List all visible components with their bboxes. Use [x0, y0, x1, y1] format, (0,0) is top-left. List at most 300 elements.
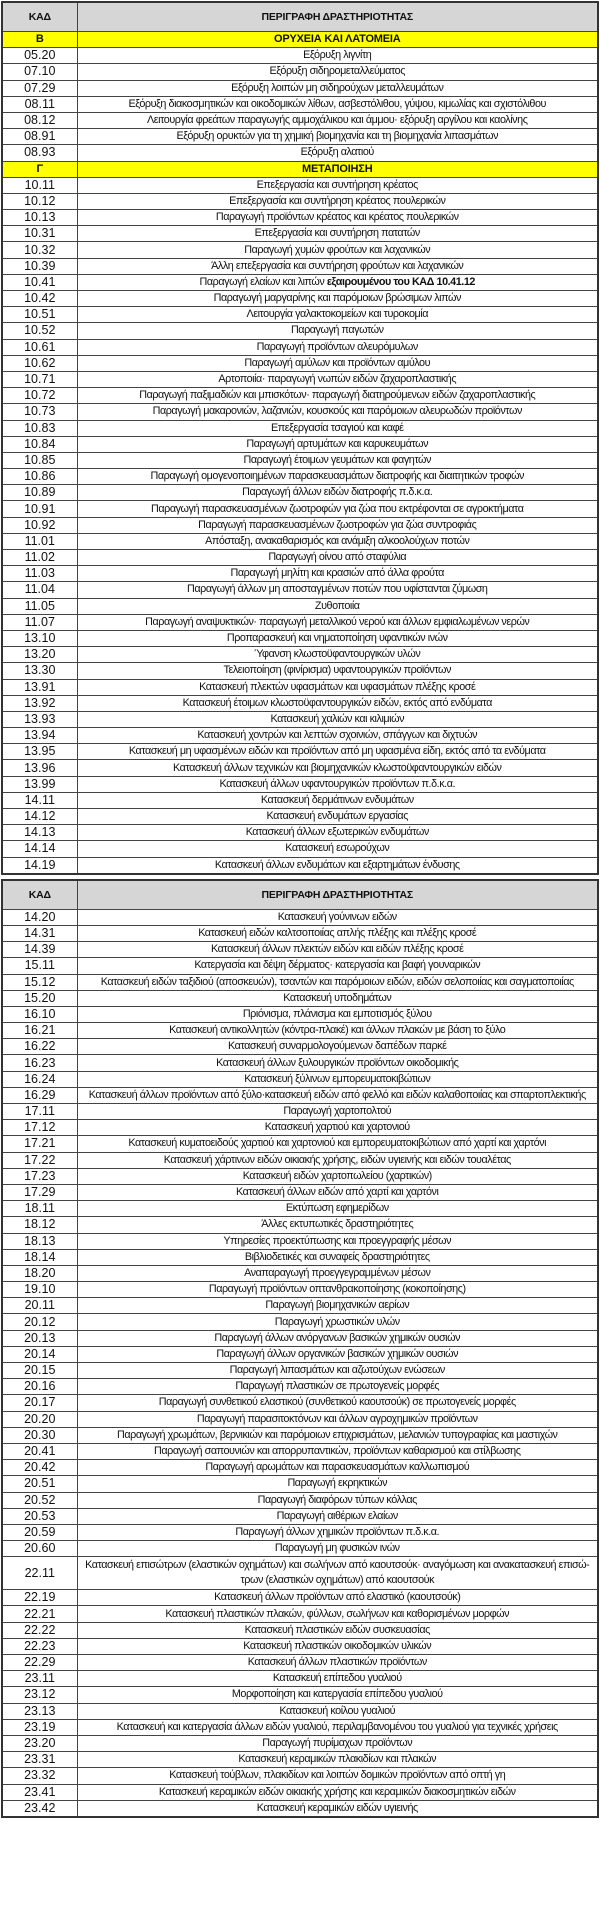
kad-code: 22.23 [2, 1638, 77, 1654]
activity-description: Κατασκευή και κατεργασία άλλων ειδών γυαλιού, περιλαμβανομένου του γυαλιού για τεχνικές χρήσεις [77, 1719, 598, 1735]
table-row [2, 663, 598, 679]
activity-description: Βιβλιοδετικές και συναφείς δραστηριότητες [77, 1249, 598, 1265]
kad-code: 11.02 [2, 550, 77, 566]
table-row [2, 1249, 598, 1265]
table-row [2, 533, 598, 549]
column-header-code: ΚΑΔ [2, 880, 77, 910]
activity-description: Παραγωγή αρτυμάτων και καρυκευμάτων [77, 436, 598, 452]
table-row [2, 1411, 598, 1427]
kad-code: 20.30 [2, 1427, 77, 1443]
table-row [2, 1784, 598, 1800]
table-row [2, 1719, 598, 1735]
kad-code: 14.11 [2, 792, 77, 808]
table-row [2, 420, 598, 436]
activity-description: Παραγωγή μαργαρίνης και παρόμοιων βρώσιμων λιπών [77, 291, 598, 307]
activity-description: Ύφανση κλωστοϋφαντουργικών υλών [77, 647, 598, 663]
activity-description: Κατασκευή άλλων προϊόντων από ελαστικό (καουτσούκ) [77, 1590, 598, 1606]
activity-description: Κατασκευή πλεκτών υφασμάτων και υφασμάτων πλέξης κροσέ [77, 679, 598, 695]
kad-code: 20.15 [2, 1363, 77, 1379]
table-row [2, 1541, 598, 1557]
kad-code: 19.10 [2, 1282, 77, 1298]
table-row [2, 1590, 598, 1606]
kad-code: 14.14 [2, 841, 77, 857]
kad-code: 20.53 [2, 1508, 77, 1524]
activity-description: Παραγωγή πλαστικών σε πρωτογενείς μορφές [77, 1379, 598, 1395]
activity-description: Κατασκευή άλλων ειδών από χαρτί και χαρτόνι [77, 1184, 598, 1200]
table-row [2, 1395, 598, 1411]
kad-code: 17.12 [2, 1120, 77, 1136]
kad-code: 16.24 [2, 1071, 77, 1087]
table-row [2, 307, 598, 323]
kad-code: 10.72 [2, 388, 77, 404]
table-row [2, 1055, 598, 1071]
kad-code: 16.23 [2, 1055, 77, 1071]
kad-code: 23.12 [2, 1687, 77, 1703]
activity-description: Εξόρυξη ορυκτών για τη χημική βιομηχανία και τη βιομηχανία λιπασμάτων [77, 129, 598, 145]
activity-description: Παραγωγή χαρτοπολτού [77, 1104, 598, 1120]
table-row [2, 1655, 598, 1671]
table-row [2, 436, 598, 452]
table-row [2, 1201, 598, 1217]
kad-code: 17.22 [2, 1152, 77, 1168]
section-row [2, 32, 598, 48]
activity-description: Αναπαραγωγή προεγγεγραμμένων μέσων [77, 1265, 598, 1281]
activity-description: Κατασκευή κεραμικών ειδών υγιεινής [77, 1800, 598, 1817]
table-row [2, 388, 598, 404]
section-title: ΟΡΥΧΕΙΑ ΚΑΙ ΛΑΤΟΜΕΙΑ [77, 32, 598, 48]
table-row [2, 129, 598, 145]
activity-description: Παραγωγή σαπουνιών και απορρυπαντικών, προϊόντων καθαρισμού και στίλβωσης [77, 1443, 598, 1459]
kad-code: 17.23 [2, 1168, 77, 1184]
table-row [2, 1330, 598, 1346]
kad-code: 15.20 [2, 990, 77, 1006]
activity-description: Παραγωγή χυμών φρούτων και λαχανικών [77, 242, 598, 258]
table-row [2, 1168, 598, 1184]
activity-description: Παραγωγή οίνου από σταφύλια [77, 550, 598, 566]
kad-code: 15.12 [2, 974, 77, 990]
table-row [2, 1443, 598, 1459]
activity-description: Μορφοποίηση και κατεργασία επίπεδου γυαλιού [77, 1687, 598, 1703]
table-row [2, 598, 598, 614]
activity-description: Επεξεργασία και συντήρηση πατατών [77, 226, 598, 242]
kad-code: 20.16 [2, 1379, 77, 1395]
table-row [2, 647, 598, 663]
kad-code: 17.11 [2, 1104, 77, 1120]
table-row [2, 145, 598, 161]
table-row [2, 1298, 598, 1314]
section-row [2, 161, 598, 177]
table-row [2, 1800, 598, 1817]
activity-description: Εκτύπωση εφημερίδων [77, 1201, 598, 1217]
kad-code: 22.22 [2, 1622, 77, 1638]
activity-description: Κατασκευή ενδυμάτων εργασίας [77, 809, 598, 825]
table-row [2, 1265, 598, 1281]
kad-code: 22.21 [2, 1606, 77, 1622]
table-row [2, 1136, 598, 1152]
table-row [2, 517, 598, 533]
table-header-row [2, 880, 598, 910]
activity-description: Παραγωγή άλλων ειδών διατροφής π.δ.κ.α. [77, 485, 598, 501]
kad-code: 13.30 [2, 663, 77, 679]
activity-description: Κατασκευή κεραμικών πλακιδίων και πλακών [77, 1752, 598, 1768]
kad-code: 23.20 [2, 1735, 77, 1751]
table-row [2, 1671, 598, 1687]
kad-code: 20.12 [2, 1314, 77, 1330]
table-row [2, 1492, 598, 1508]
activity-description: Άλλες εκτυπωτικές δραστηριότητες [77, 1217, 598, 1233]
table-row [2, 925, 598, 941]
activity-description: Κατασκευή χαλιών και κιλιμιών [77, 711, 598, 727]
table-row [2, 942, 598, 958]
table-row [2, 711, 598, 727]
activity-description: Κατασκευή γούνινων ειδών [77, 909, 598, 925]
table-row [2, 1703, 598, 1719]
kad-code: 14.31 [2, 925, 77, 941]
table-row [2, 566, 598, 582]
activity-description: Παραγωγή παρασκευασμένων ζωοτροφών για ζώα συντροφιάς [77, 517, 598, 533]
activity-description: Κατασκευή πλαστικών οικοδομικών υλικών [77, 1638, 598, 1654]
table-row [2, 1427, 598, 1443]
kad-code: 16.10 [2, 1006, 77, 1022]
kad-code: 23.31 [2, 1752, 77, 1768]
kad-code: 15.11 [2, 958, 77, 974]
table-row [2, 792, 598, 808]
kad-code: 13.92 [2, 695, 77, 711]
activity-description: Παραγωγή ομογενοποιημένων παρασκευασμάτων διατροφής και διαιτητικών τροφών [77, 469, 598, 485]
kad-code: 10.73 [2, 404, 77, 420]
kad-code: 13.99 [2, 776, 77, 792]
table-row [2, 1735, 598, 1751]
activity-description: Παραγωγή άλλων μη αποσταγμένων ποτών που υφίστανται ζύμωση [77, 582, 598, 598]
kad-code: 10.13 [2, 210, 77, 226]
kad-code: 23.32 [2, 1768, 77, 1784]
table-row [2, 80, 598, 96]
kad-code: 20.17 [2, 1395, 77, 1411]
activity-description: Αρτοποιία· παραγωγή νωπών ειδών ζαχαροπλαστικής [77, 371, 598, 387]
activity-description: Παραγωγή αρωμάτων και παρασκευασμάτων καλλωπισμού [77, 1460, 598, 1476]
kad-code: 13.20 [2, 647, 77, 663]
activity-description: Παραγωγή χρωμάτων, βερνικιών και παρόμοιων επιχρισμάτων, μελανιών τυπογραφίας και μαστιχών [77, 1427, 598, 1443]
kad-code: 17.29 [2, 1184, 77, 1200]
activity-description: Παραγωγή άλλων οργανικών βασικών χημικών ουσιών [77, 1346, 598, 1362]
activity-description: Παραγωγή μηλίτη και κρασιών από άλλα φρούτα [77, 566, 598, 582]
kad-code: 20.42 [2, 1460, 77, 1476]
kad-code: 20.20 [2, 1411, 77, 1427]
activity-description: Κατασκευή εσωρούχων [77, 841, 598, 857]
activity-description: Κατασκευή συναρμολογούμενων δαπέδων παρκέ [77, 1039, 598, 1055]
kad-code: 08.91 [2, 129, 77, 145]
kad-code: 08.11 [2, 96, 77, 112]
activity-description: Ζυθοποιία [77, 598, 598, 614]
kad-code: 13.91 [2, 679, 77, 695]
kad-code: 18.11 [2, 1201, 77, 1217]
table-row [2, 1152, 598, 1168]
table-row [2, 958, 598, 974]
table-row [2, 371, 598, 387]
kad-code: 11.07 [2, 614, 77, 630]
kad-code: 10.31 [2, 226, 77, 242]
activity-description: Παραγωγή συνθετικού ελαστικού (συνθετικού καουτσούκ) σε πρωτογενείς μορφές [77, 1395, 598, 1411]
kad-code: 23.19 [2, 1719, 77, 1735]
kad-code: 10.71 [2, 371, 77, 387]
table-row [2, 990, 598, 1006]
activity-description: Παραγωγή μη φυσικών ινών [77, 1541, 598, 1557]
kad-code: 10.62 [2, 355, 77, 371]
table-row [2, 1087, 598, 1103]
kad-code: 10.52 [2, 323, 77, 339]
table-row [2, 112, 598, 128]
activity-description: Παραγωγή προϊόντων κρέατος και κρέατος πουλερικών [77, 210, 598, 226]
activity-description [77, 274, 598, 290]
table-row [2, 339, 598, 355]
activity-description: Κατασκευή ειδών ταξιδιού (αποσκευών), τσαντών και παρόμοιων ειδών, ειδών σελοποιίας και σαγματοποιίας [77, 974, 598, 990]
column-header-description: ΠΕΡΙΓΡΑΦΗ ΔΡΑΣΤΗΡΙΟΤΗΤΑΣ [77, 2, 598, 32]
table-row [2, 323, 598, 339]
activity-description: Παραγωγή λιπασμάτων και αζωτούχων ενώσεων [77, 1363, 598, 1379]
activity-description: Κατασκευή κεραμικών ειδών οικιακής χρήσης και κεραμικών διακοσμητικών ειδών [77, 1784, 598, 1800]
table-row [2, 1460, 598, 1476]
table-row [2, 1752, 598, 1768]
activity-description: Λειτουργία φρεάτων παραγωγής αμμοχάλικου και άμμου· εξόρυξη αργίλου και καολίνης [77, 112, 598, 128]
table-row [2, 744, 598, 760]
table-body-1 [2, 32, 598, 874]
activity-description: Κατασκευή άλλων πλεκτών ειδών και ειδών πλέξης κροσέ [77, 942, 598, 958]
table-row [2, 1023, 598, 1039]
table-row [2, 1768, 598, 1784]
kad-code: 11.01 [2, 533, 77, 549]
table-body-2 [2, 909, 598, 1817]
table-row [2, 96, 598, 112]
kad-code: 20.51 [2, 1476, 77, 1492]
kad-code: 05.20 [2, 48, 77, 64]
activity-description: Κατασκευή χάρτινων ειδών οικιακής χρήσης, ειδών υγιεινής και ειδών τουαλέτας [77, 1152, 598, 1168]
kad-code: 18.14 [2, 1249, 77, 1265]
table-row [2, 242, 598, 258]
activity-description: Κατασκευή ειδών καλτσοποιίας απλής πλέξης και πλέξης κροσέ [77, 925, 598, 941]
kad-code: 07.29 [2, 80, 77, 96]
activity-description: Πριόνισμα, πλάνισμα και εμποτισμός ξύλου [77, 1006, 598, 1022]
kad-code: 18.20 [2, 1265, 77, 1281]
activity-description: Παραγωγή εκρηκτικών [77, 1476, 598, 1492]
kad-code: 13.10 [2, 630, 77, 646]
activity-description: Κατασκευή άλλων τεχνικών και βιομηχανικών κλωστοϋφαντουργικών ειδών [77, 760, 598, 776]
table-row [2, 1039, 598, 1055]
table-row [2, 695, 598, 711]
activity-description: Κατασκευή μη υφασμένων ειδών και προϊόντων από μη υφασμένα είδη, εκτός από τα ενδύματα [77, 744, 598, 760]
table-row [2, 909, 598, 925]
kad-code: 10.42 [2, 291, 77, 307]
table-row [2, 841, 598, 857]
kad-code: 10.83 [2, 420, 77, 436]
kad-code: 16.21 [2, 1023, 77, 1039]
activity-description: Παραγωγή έτοιμων γευμάτων και φαγητών [77, 452, 598, 468]
activity-description: Κατασκευή τούβλων, πλακιδίων και λοιπών δομικών προϊόντων από οπτή γη [77, 1768, 598, 1784]
kad-code: 11.03 [2, 566, 77, 582]
activity-description: Κατασκευή επισώτρων (ελαστικών οχημάτων) και σωλήνων από καουτσούκ· αναγόμωση και ανακατασκευή επισώ-τρων (ελαστικών οχημάτων) από καουτσούκ [77, 1557, 598, 1590]
table-row [2, 825, 598, 841]
activity-description: Κατασκευή κοίλου γυαλιού [77, 1703, 598, 1719]
kad-code: 13.93 [2, 711, 77, 727]
kad-code: 10.85 [2, 452, 77, 468]
table-row [2, 550, 598, 566]
table-row [2, 1363, 598, 1379]
activity-description: Υπηρεσίες προεκτύπωσης και προεγγραφής μέσων [77, 1233, 598, 1249]
activity-description: Παραγωγή αμύλων και προϊόντων αμύλου [77, 355, 598, 371]
activity-description: Εξόρυξη λοιπών μη σιδηρούχων μεταλλευμάτων [77, 80, 598, 96]
kad-code: 10.51 [2, 307, 77, 323]
activity-description: Κατασκευή άλλων εξωτερικών ενδυμάτων [77, 825, 598, 841]
activity-description: Εξόρυξη διακοσμητικών και οικοδομικών λίθων, ασβεστόλιθου, γύψου, κιμωλίας και σχιστόλιθου [77, 96, 598, 112]
kad-code: 10.89 [2, 485, 77, 501]
table-row [2, 1379, 598, 1395]
table-row [2, 582, 598, 598]
table-row [2, 1346, 598, 1362]
table-row [2, 1606, 598, 1622]
kad-code: 18.13 [2, 1233, 77, 1249]
table-row [2, 974, 598, 990]
table-row [2, 210, 598, 226]
table-row [2, 452, 598, 468]
activity-description: Κατασκευή επίπεδου γυαλιού [77, 1671, 598, 1687]
kad-code: 10.32 [2, 242, 77, 258]
kad-code: 18.12 [2, 1217, 77, 1233]
table-row [2, 1314, 598, 1330]
activity-description: Παραγωγή άλλων ανόργανων βασικών χημικών ουσιών [77, 1330, 598, 1346]
table-row [2, 1184, 598, 1200]
table-row [2, 809, 598, 825]
kad-code: 16.29 [2, 1087, 77, 1103]
kad-code: 23.13 [2, 1703, 77, 1719]
kad-code: 10.91 [2, 501, 77, 517]
activity-description: Εξόρυξη λιγνίτη [77, 48, 598, 64]
table-row [2, 1508, 598, 1524]
section-title: ΜΕΤΑΠΟΙΗΣΗ [77, 161, 598, 177]
kad-code: 10.41 [2, 274, 77, 290]
table-row [2, 1104, 598, 1120]
kad-code: 20.14 [2, 1346, 77, 1362]
table-row [2, 1006, 598, 1022]
kad-code: 13.94 [2, 728, 77, 744]
activity-description: Παραγωγή διαφόρων τύπων κόλλας [77, 1492, 598, 1508]
activity-description: Κατασκευή πλαστικών πλακών, φύλλων, σωλήνων και καθορισμένων μορφών [77, 1606, 598, 1622]
kad-code: 22.29 [2, 1655, 77, 1671]
kad-code: 13.96 [2, 760, 77, 776]
activity-description-exception: εξαιρουμένου του ΚΑΔ 10.41.12 [326, 275, 475, 288]
activity-description: Προπαρασκευή και νηματοποίηση υφαντικών ινών [77, 630, 598, 646]
activity-description: Κατασκευή πλαστικών ειδών συσκευασίας [77, 1622, 598, 1638]
table-row [2, 258, 598, 274]
kad-code: 23.42 [2, 1800, 77, 1817]
kad-code: 11.04 [2, 582, 77, 598]
table-header-row [2, 2, 598, 32]
kad-code: 20.60 [2, 1541, 77, 1557]
kad-code: 20.59 [2, 1524, 77, 1540]
kad-code: 20.41 [2, 1443, 77, 1459]
activity-description: Παραγωγή προϊόντων οπτανθρακοποίησης (κοκοποίησης) [77, 1282, 598, 1298]
kad-table-1 [1, 1, 599, 875]
activity-description: Κατασκευή κυματοειδούς χαρτιού και χαρτονιού και εμπορευματοκιβώτιων από χαρτί και χαρτόνι [77, 1136, 598, 1152]
table-row [2, 48, 598, 64]
activity-description: Απόσταξη, ανακαθαρισμός και ανάμιξη αλκοολούχων ποτών [77, 533, 598, 549]
kad-code: 20.11 [2, 1298, 77, 1314]
activity-description: Κατασκευή αντικολλητών (κόντρα-πλακέ) και άλλων πλακών με βάση το ξύλο [77, 1023, 598, 1039]
activity-description: Παραγωγή παρασιτοκτόνων και άλλων αγροχημικών προϊόντων [77, 1411, 598, 1427]
kad-code: 10.39 [2, 258, 77, 274]
table-row [2, 1622, 598, 1638]
table-row [2, 1687, 598, 1703]
activity-description: Επεξεργασία και συντήρηση κρέατος [77, 177, 598, 193]
activity-description: Επεξεργασία και συντήρηση κρέατος πουλερικών [77, 193, 598, 209]
table-row [2, 501, 598, 517]
kad-code: 17.21 [2, 1136, 77, 1152]
activity-description: Κατασκευή άλλων υφαντουργικών προϊόντων π.δ.κ.α. [77, 776, 598, 792]
kad-code: 10.11 [2, 177, 77, 193]
activity-description: Κατασκευή άλλων ξυλουργικών προϊόντων οικοδομικής [77, 1055, 598, 1071]
kad-code: 07.10 [2, 64, 77, 80]
kad-code: 13.95 [2, 744, 77, 760]
activity-description: Παραγωγή προϊόντων αλευρόμυλων [77, 339, 598, 355]
table-row [2, 1282, 598, 1298]
activity-description: Κατασκευή ξύλινων εμπορευματοκιβώτιων [77, 1071, 598, 1087]
activity-description: Κατασκευή χαρτιού και χαρτονιού [77, 1120, 598, 1136]
table-row [2, 485, 598, 501]
activity-description: Κατεργασία και δέψη δέρματος· κατεργασία και βαφή γουναρικών [77, 958, 598, 974]
activity-description: Κατασκευή ειδών χαρτοπωλείου (χαρτικών) [77, 1168, 598, 1184]
activity-description: Εξόρυξη σιδηρομεταλλεύματος [77, 64, 598, 80]
activity-description: Παραγωγή βιομηχανικών αερίων [77, 1298, 598, 1314]
activity-description: Κατασκευή υποδημάτων [77, 990, 598, 1006]
activity-description: Παραγωγή μακαρονιών, λαζανιών, κουσκούς και παρόμοιων αλευρωδών προϊόντων [77, 404, 598, 420]
kad-code: 20.52 [2, 1492, 77, 1508]
activity-description: Παραγωγή αναψυκτικών· παραγωγή μεταλλικού νερού και άλλων εμφιαλωμένων νερών [77, 614, 598, 630]
activity-description: Παραγωγή αιθέριων ελαίων [77, 1508, 598, 1524]
kad-code: 14.13 [2, 825, 77, 841]
table-row [2, 1120, 598, 1136]
activity-description: Κατασκευή έτοιμων κλωστοϋφαντουργικών ειδών, εκτός από ενδύματα [77, 695, 598, 711]
kad-code: 10.86 [2, 469, 77, 485]
kad-code: 20.13 [2, 1330, 77, 1346]
table-row [2, 760, 598, 776]
activity-description: Παραγωγή πυρίμαχων προϊόντων [77, 1735, 598, 1751]
column-header-description: ΠΕΡΙΓΡΑΦΗ ΔΡΑΣΤΗΡΙΟΤΗΤΑΣ [77, 880, 598, 910]
activity-description: Κατασκευή δερμάτινων ενδυμάτων [77, 792, 598, 808]
section-code: Β [2, 32, 77, 48]
activity-description: Παραγωγή άλλων χημικών προϊόντων π.δ.κ.α. [77, 1524, 598, 1540]
table-row [2, 1524, 598, 1540]
activity-description: Κατασκευή άλλων προϊόντων από ξύλο·κατασκευή ειδών από φελλό και ειδών καλαθοποιίας και σπαρτοπλεκτικής [77, 1087, 598, 1103]
kad-code: 10.84 [2, 436, 77, 452]
table-row [2, 274, 598, 290]
activity-description: Λειτουργία γαλακτοκομείων και τυροκομία [77, 307, 598, 323]
table-row [2, 1217, 598, 1233]
table-row [2, 1476, 598, 1492]
kad-code: 11.05 [2, 598, 77, 614]
table-row [2, 193, 598, 209]
activity-description: Εξόρυξη αλατιού [77, 145, 598, 161]
table-row [2, 177, 598, 193]
activity-description: Άλλη επεξεργασία και συντήρηση φρούτων και λαχανικών [77, 258, 598, 274]
kad-code: 10.12 [2, 193, 77, 209]
kad-code: 16.22 [2, 1039, 77, 1055]
kad-table-2 [1, 879, 599, 1818]
table-row [2, 614, 598, 630]
table-row [2, 728, 598, 744]
kad-code: 14.12 [2, 809, 77, 825]
table-row [2, 469, 598, 485]
kad-code: 08.93 [2, 145, 77, 161]
table-row [2, 226, 598, 242]
table-row [2, 355, 598, 371]
